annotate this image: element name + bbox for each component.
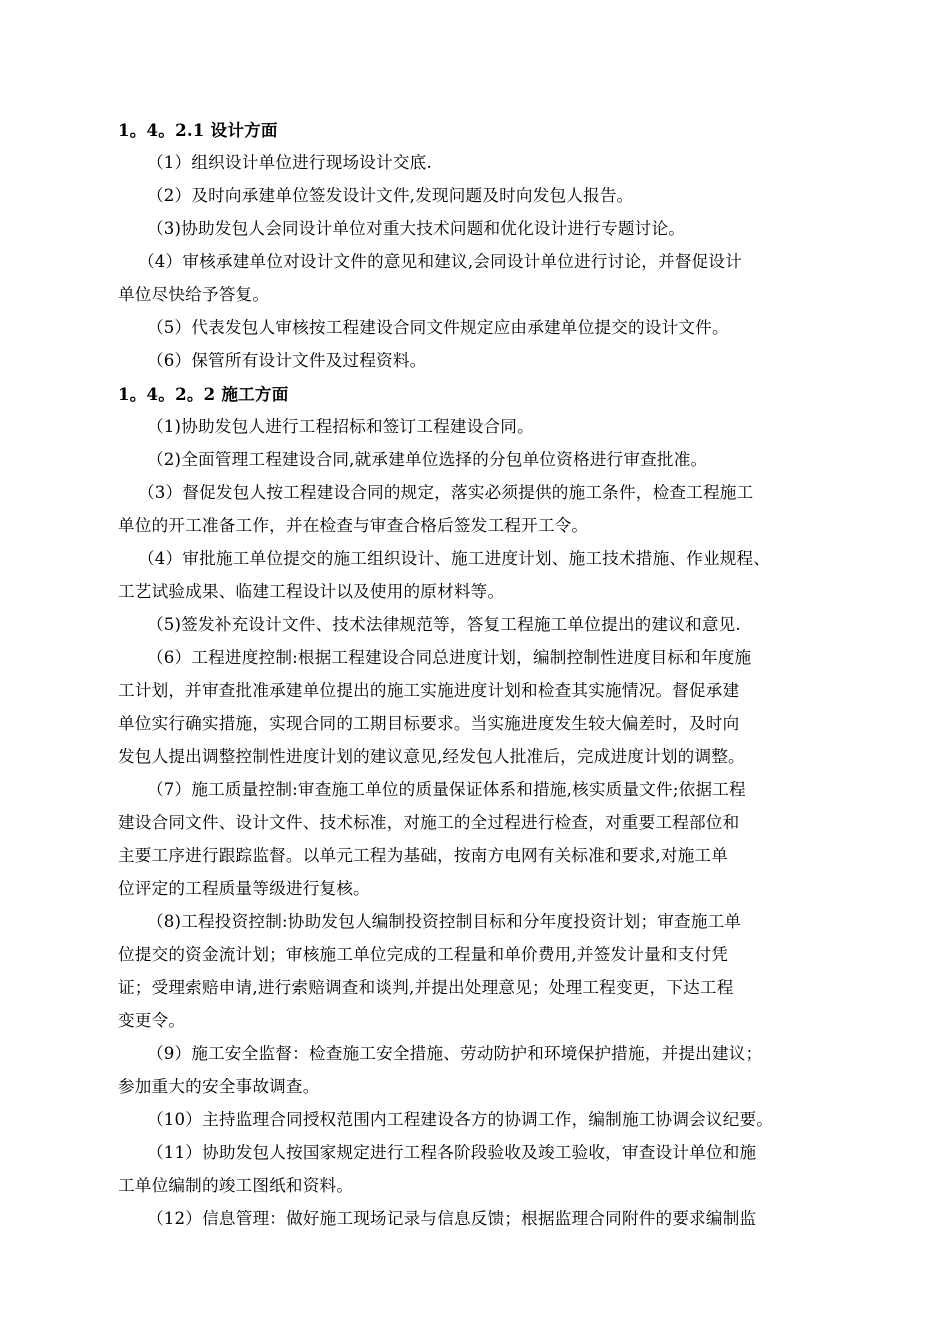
- section-heading-design: 1。4。2.1 设计方面: [118, 120, 278, 140]
- paragraph-line: 证；受理索赔申请,进行索赔调查和谈判,并提出处理意见；处理工程变更，下达工程: [118, 978, 734, 997]
- paragraph-line: （6）工程进度控制:根据工程建设合同总进度计划，编制控制性进度目标和年度施: [147, 648, 752, 667]
- paragraph-line: 位提交的资金流计划；审核施工单位完成的工程量和单价费用,并签发计量和支付凭: [118, 945, 729, 964]
- paragraph-line: （5)签发补充设计文件、技术法律规范等，答复工程施工单位提出的建议和意见.: [147, 615, 741, 634]
- paragraph-line: （1)协助发包人进行工程招标和签订工程建设合同。: [147, 417, 534, 436]
- paragraph-line: 主要工序进行跟踪监督。以单元工程为基础，按南方电网有关标准和要求,对施工单: [118, 846, 729, 865]
- paragraph-line: （2）及时向承建单位签发设计文件,发现问题及时向发包人报告。: [147, 186, 634, 205]
- paragraph-line: （4）审批施工单位提交的施工组织设计、施工进度计划、施工技术措施、作业规程、: [138, 549, 771, 568]
- paragraph-line: （3）督促发包人按工程建设合同的规定，落实必须提供的施工条件，检查工程施工: [138, 483, 754, 502]
- paragraph-line: （1）组织设计单位进行现场设计交底.: [147, 153, 432, 172]
- paragraph-line: 发包人提出调整控制性进度计划的建议意见,经发包人批准后，完成进度计划的调整。: [118, 747, 745, 766]
- paragraph-line: （3)协助发包人会同设计单位对重大技术问题和优化设计进行专题讨论。: [147, 219, 686, 238]
- paragraph-line: （12）信息管理：做好施工现场记录与信息反馈；根据监理合同附件的要求编制监: [147, 1209, 757, 1228]
- paragraph-line: 变更令。: [118, 1011, 186, 1030]
- paragraph-line: （5）代表发包人审核按工程建设合同文件规定应由承建单位提交的设计文件。: [147, 318, 729, 337]
- paragraph-line: （6）保管所有设计文件及过程资料。: [147, 351, 427, 370]
- paragraph-line: （2)全面管理工程建设合同,就承建单位选择的分包单位资格进行审查批准。: [147, 450, 708, 469]
- paragraph-line: （10）主持监理合同授权范围内工程建设各方的协调工作，编制施工协调会议纪要。: [147, 1110, 774, 1129]
- paragraph-line: （7）施工质量控制:审查施工单位的质量保证体系和措施,核实质量文件;依据工程: [147, 780, 746, 799]
- paragraph-line: 单位实行确实措施，实现合同的工期目标要求。当实施进度发生较大偏差时，及时向: [118, 714, 740, 733]
- paragraph-line: 工艺试验成果、临建工程设计以及使用的原材料等。: [118, 582, 505, 601]
- paragraph-line: 位评定的工程质量等级进行复核。: [118, 879, 370, 898]
- paragraph-line: （11）协助发包人按国家规定进行工程各阶段验收及竣工验收，审查设计单位和施: [147, 1143, 757, 1162]
- paragraph-line: （9）施工安全监督：检查施工安全措施、劳动防护和环境保护措施，并提出建议；: [147, 1044, 763, 1063]
- paragraph-line: 单位尽快给予答复。: [118, 285, 270, 304]
- paragraph-line: （4）审核承建单位对设计文件的意见和建议,会同设计单位进行讨论，并督促设计: [138, 252, 743, 271]
- paragraph-line: 工单位编制的竣工图纸和资料。: [118, 1176, 354, 1195]
- paragraph-line: 参加重大的安全事故调查。: [118, 1077, 320, 1096]
- paragraph-line: 工计划，并审查批准承建单位提出的施工实施进度计划和检查其实施情况。督促承建: [118, 681, 740, 700]
- section-heading-construction: 1。4。2。2 施工方面: [118, 384, 289, 404]
- paragraph-line: 建设合同文件、设计文件、技术标准，对施工的全过程进行检查，对重要工程部位和: [118, 813, 740, 832]
- paragraph-line: 单位的开工准备工作，并在检查与审查合格后签发工程开工令。: [118, 516, 589, 535]
- paragraph-line: （8)工程投资控制:协助发包人编制投资控制目标和分年度投资计划；审查施工单: [147, 912, 742, 931]
